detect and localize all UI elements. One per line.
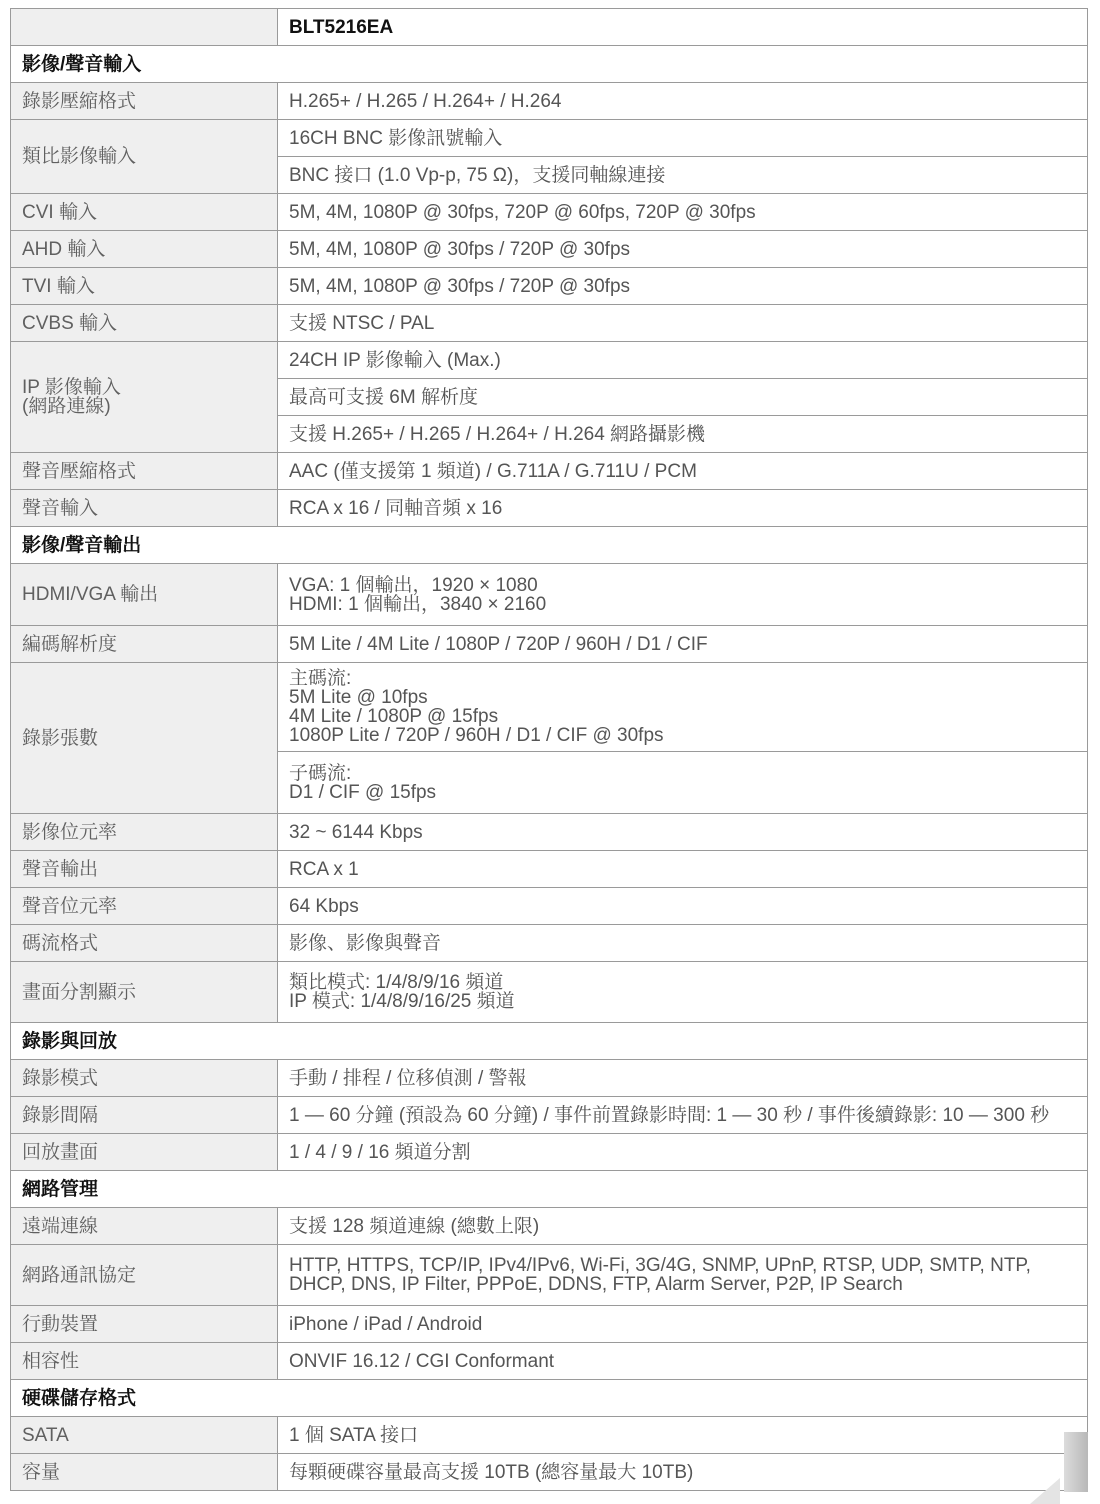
spec-value: iPhone / iPad / Android bbox=[278, 1306, 1088, 1343]
spec-value: 16CH BNC 影像訊號輸入 bbox=[278, 120, 1088, 157]
spec-value: 類比模式: 1/4/8/9/16 頻道 IP 模式: 1/4/8/9/16/25 頻道 bbox=[278, 962, 1088, 1023]
spec-value: 5M Lite / 4M Lite / 1080P / 720P / 960H / D1 / CIF bbox=[278, 626, 1088, 663]
spec-value: 1 個 SATA 接口 bbox=[278, 1417, 1088, 1454]
spec-row bbox=[11, 888, 1088, 925]
section-header-row bbox=[11, 46, 1088, 83]
spec-value: RCA x 16 / 同軸音頻 x 16 bbox=[278, 490, 1088, 527]
spec-label: CVBS 輸入 bbox=[11, 305, 278, 342]
spec-label: 碼流格式 bbox=[11, 925, 278, 962]
spec-row bbox=[11, 1454, 1088, 1491]
spec-value: VGA: 1 個輸出，1920 × 1080 HDMI: 1 個輸出，3840 × 2160 bbox=[278, 564, 1088, 626]
spec-value: 手動 / 排程 / 位移偵測 / 警報 bbox=[278, 1060, 1088, 1097]
spec-value: H.265+ / H.265 / H.264+ / H.264 bbox=[278, 83, 1088, 120]
section-title: 影像/聲音輸入 bbox=[11, 46, 1088, 83]
section-header-row bbox=[11, 1380, 1088, 1417]
spec-label: 聲音壓縮格式 bbox=[11, 453, 278, 490]
spec-row bbox=[11, 1245, 1088, 1306]
section-header-row bbox=[11, 527, 1088, 564]
spec-label: 錄影間隔 bbox=[11, 1097, 278, 1134]
section-title: 硬碟儲存格式 bbox=[11, 1380, 1088, 1417]
spec-row bbox=[11, 342, 1088, 379]
spec-value: ONVIF 16.12 / CGI Conformant bbox=[278, 1343, 1088, 1380]
spec-label: 容量 bbox=[11, 1454, 278, 1491]
spec-label: 影像位元率 bbox=[11, 814, 278, 851]
spec-row bbox=[11, 231, 1088, 268]
section-title: 網路管理 bbox=[11, 1171, 1088, 1208]
spec-label: HDMI/VGA 輸出 bbox=[11, 564, 278, 626]
spec-row bbox=[11, 490, 1088, 527]
spec-value: 支援 NTSC / PAL bbox=[278, 305, 1088, 342]
spec-label: 錄影壓縮格式 bbox=[11, 83, 278, 120]
spec-label: 聲音輸出 bbox=[11, 851, 278, 888]
spec-value: 5M, 4M, 1080P @ 30fps, 720P @ 60fps, 720P @ 30fps bbox=[278, 194, 1088, 231]
section-header-row bbox=[11, 1171, 1088, 1208]
header-corner-cell bbox=[11, 9, 278, 46]
spec-label: 回放畫面 bbox=[11, 1134, 278, 1171]
spec-value: 1 / 4 / 9 / 16 頻道分割 bbox=[278, 1134, 1088, 1171]
spec-label: 聲音位元率 bbox=[11, 888, 278, 925]
spec-label: 編碼解析度 bbox=[11, 626, 278, 663]
spec-value: 支援 128 頻道連線 (總數上限) bbox=[278, 1208, 1088, 1245]
spec-row bbox=[11, 83, 1088, 120]
spec-row bbox=[11, 1208, 1088, 1245]
spec-value: AAC (僅支援第 1 頻道) / G.711A / G.711U / PCM bbox=[278, 453, 1088, 490]
spec-row bbox=[11, 194, 1088, 231]
spec-row bbox=[11, 1134, 1088, 1171]
spec-row bbox=[11, 1060, 1088, 1097]
spec-row bbox=[11, 851, 1088, 888]
spec-row bbox=[11, 1306, 1088, 1343]
spec-label: 行動裝置 bbox=[11, 1306, 278, 1343]
spec-label: SATA bbox=[11, 1417, 278, 1454]
spec-value: 支援 H.265+ / H.265 / H.264+ / H.264 網路攝影機 bbox=[278, 416, 1088, 453]
spec-label: 聲音輸入 bbox=[11, 490, 278, 527]
spec-table bbox=[10, 8, 1088, 1491]
spec-label: 類比影像輸入 bbox=[11, 120, 278, 194]
spec-label: 遠端連線 bbox=[11, 1208, 278, 1245]
spec-value: 每顆硬碟容量最高支援 10TB (總容量最大 10TB) bbox=[278, 1454, 1088, 1491]
spec-row bbox=[11, 268, 1088, 305]
header-row bbox=[11, 9, 1088, 46]
spec-row bbox=[11, 814, 1088, 851]
corner-decoration-shadow bbox=[1030, 1478, 1060, 1504]
spec-label: AHD 輸入 bbox=[11, 231, 278, 268]
spec-value: 64 Kbps bbox=[278, 888, 1088, 925]
spec-row bbox=[11, 564, 1088, 626]
spec-value: HTTP, HTTPS, TCP/IP, IPv4/IPv6, Wi-Fi, 3G/4G, SNMP, UPnP, RTSP, UDP, SMTP, NTP, DHCP, DNS, IP Filter, PPPoE, DDNS, FTP, Alarm Server, P2P, IP Search bbox=[278, 1245, 1088, 1306]
spec-value: 子碼流: D1 / CIF @ 15fps bbox=[278, 752, 1088, 814]
spec-value: 32 ~ 6144 Kbps bbox=[278, 814, 1088, 851]
spec-label: 相容性 bbox=[11, 1343, 278, 1380]
spec-label: 錄影模式 bbox=[11, 1060, 278, 1097]
spec-table-body bbox=[11, 9, 1088, 1491]
spec-row bbox=[11, 1343, 1088, 1380]
spec-value: 影像、影像與聲音 bbox=[278, 925, 1088, 962]
model-name: BLT5216EA bbox=[278, 9, 1088, 46]
spec-row bbox=[11, 120, 1088, 157]
spec-value: BNC 接口 (1.0 Vp-p, 75 Ω)，支援同軸線連接 bbox=[278, 157, 1088, 194]
spec-label: IP 影像輸入 (網路連線) bbox=[11, 342, 278, 453]
spec-value: 最高可支援 6M 解析度 bbox=[278, 379, 1088, 416]
spec-label: TVI 輸入 bbox=[11, 268, 278, 305]
section-title: 錄影與回放 bbox=[11, 1023, 1088, 1060]
spec-row bbox=[11, 626, 1088, 663]
corner-decoration bbox=[1064, 1432, 1088, 1492]
spec-value: 24CH IP 影像輸入 (Max.) bbox=[278, 342, 1088, 379]
spec-value: 主碼流: 5M Lite @ 10fps 4M Lite / 1080P @ 15fps 1080P Lite / 720P / 960H / D1 / CIF @ 30fps bbox=[278, 663, 1088, 752]
spec-row bbox=[11, 925, 1088, 962]
spec-row bbox=[11, 453, 1088, 490]
spec-value: RCA x 1 bbox=[278, 851, 1088, 888]
spec-label: 錄影張數 bbox=[11, 663, 278, 814]
spec-row bbox=[11, 305, 1088, 342]
spec-row bbox=[11, 1097, 1088, 1134]
spec-row bbox=[11, 1417, 1088, 1454]
spec-row bbox=[11, 663, 1088, 752]
spec-row bbox=[11, 962, 1088, 1023]
section-header-row bbox=[11, 1023, 1088, 1060]
spec-value: 5M, 4M, 1080P @ 30fps / 720P @ 30fps bbox=[278, 231, 1088, 268]
spec-value: 5M, 4M, 1080P @ 30fps / 720P @ 30fps bbox=[278, 268, 1088, 305]
spec-label: 畫面分割顯示 bbox=[11, 962, 278, 1023]
spec-label: CVI 輸入 bbox=[11, 194, 278, 231]
spec-label: 網路通訊協定 bbox=[11, 1245, 278, 1306]
section-title: 影像/聲音輸出 bbox=[11, 527, 1088, 564]
spec-value: 1 — 60 分鐘 (預設為 60 分鐘) / 事件前置錄影時間: 1 — 30 秒 / 事件後續錄影: 10 — 300 秒 bbox=[278, 1097, 1088, 1134]
